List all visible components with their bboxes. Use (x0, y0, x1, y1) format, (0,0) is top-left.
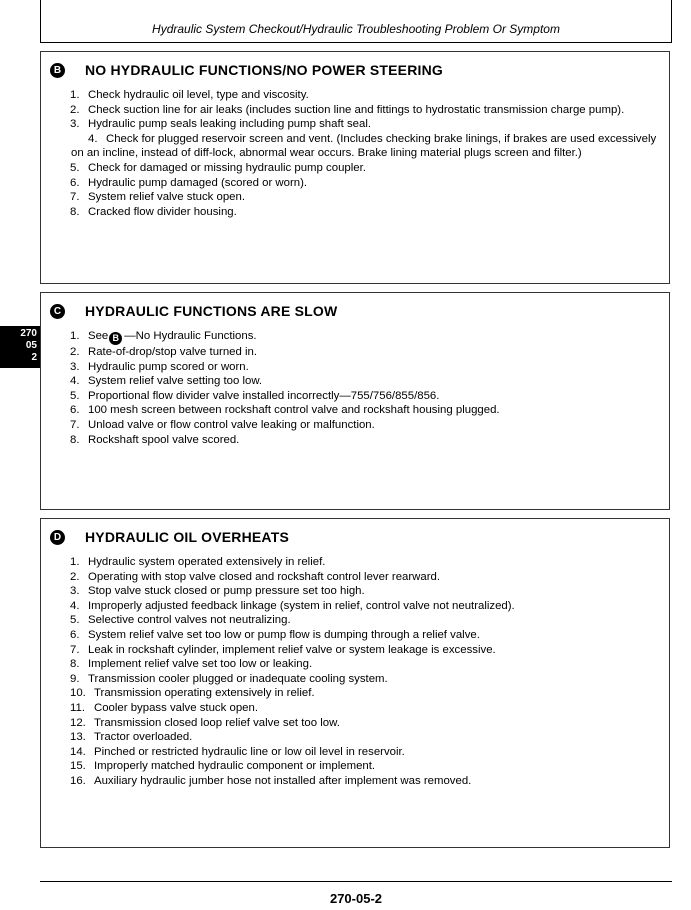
item-text: Operating with stop valve closed and rockshaft control lever rearward. (88, 570, 441, 583)
list-item (41, 759, 671, 774)
item-text: Transmission operating extensively in relief. (94, 687, 315, 700)
list-item (41, 190, 671, 205)
list-item (41, 205, 671, 220)
section-b-title: NO HYDRAULIC FUNCTIONS/NO POWER STEERING (85, 62, 444, 78)
list-item (41, 745, 671, 760)
section-b-reference-badge: B (109, 332, 122, 345)
item-number: 5. (70, 389, 80, 402)
list-item (41, 686, 671, 701)
list-item (41, 730, 671, 745)
list-item (41, 161, 671, 176)
item-text-prefix: See (88, 330, 109, 342)
list-item (41, 433, 671, 448)
item-text: Cooler bypass valve stuck open. (94, 701, 258, 714)
item-text: Improperly matched hydraulic component or implement. (94, 760, 376, 773)
list-item (41, 103, 671, 118)
section-b-badge: B (50, 63, 65, 78)
item-number: 13. (70, 731, 86, 744)
section-c-list (41, 329, 671, 447)
list-item (41, 672, 671, 687)
item-text: Stop valve stuck closed or pump pressure set too high. (88, 585, 365, 598)
section-tab-group: 270 (20, 328, 37, 339)
list-item (41, 360, 671, 375)
section-d-box (40, 518, 670, 848)
item-text: Transmission cooler plugged or inadequate cooling system. (88, 672, 388, 685)
item-number: 8. (70, 433, 80, 446)
item-text: System relief valve stuck open. (88, 191, 246, 204)
item-number: 16. (70, 774, 86, 787)
item-number: 1. (70, 89, 80, 101)
item-text: Transmission closed loop relief valve set too low. (94, 716, 340, 729)
item-text: Leak in rockshaft cylinder, implement relief valve or system leakage is excessive. (88, 643, 496, 656)
list-item (41, 403, 671, 418)
section-d-heading (50, 528, 289, 546)
item-number: 7. (70, 191, 80, 204)
list-item (41, 701, 671, 716)
section-c-badge: C (50, 304, 65, 319)
list-item (41, 329, 671, 345)
item-number: 11. (70, 701, 85, 714)
item-number: 4. (70, 375, 80, 388)
item-text: Hydraulic system operated extensively in relief. (88, 556, 326, 568)
item-number: 10. (70, 687, 86, 700)
item-text: Improperly adjusted feedback linkage (system in relief, control valve not neutralized). (88, 599, 515, 612)
item-number: 4. (88, 132, 98, 145)
item-text: Check for damaged or missing hydraulic pump coupler. (88, 161, 366, 174)
footer-rule (40, 881, 672, 882)
item-number: 6. (70, 404, 80, 417)
list-item (41, 570, 671, 585)
section-b-heading (50, 61, 443, 79)
item-number: 3. (70, 585, 80, 598)
item-number: 15. (70, 760, 86, 773)
list-item (41, 613, 671, 628)
section-tab-group-sub: 05 (25, 340, 37, 351)
item-text: Pinched or restricted hydraulic line or low oil level in reservoir. (94, 745, 405, 758)
item-text: Check suction line for air leaks (includes suction line and fittings to hydrostatic transmission charge pump). (88, 103, 625, 116)
item-number: 6. (70, 176, 80, 189)
list-item (41, 345, 671, 360)
item-text: System relief valve setting too low. (88, 375, 263, 388)
item-text: —No Hydraulic Functions. (124, 330, 257, 342)
item-text: Selective control valves not neutralizing. (88, 614, 291, 627)
item-number: 5. (70, 161, 80, 174)
item-text-line-2: on an incline, instead of diff-lock, abnormal wear occurs. Brake lining material plugs screen and filter.) (71, 147, 582, 160)
item-number: 6. (70, 628, 80, 641)
list-item (41, 716, 671, 731)
header-rule (40, 42, 672, 43)
section-d-list (41, 555, 671, 789)
section-c-heading (50, 302, 337, 320)
item-number: 2. (70, 103, 80, 116)
item-text: Proportional flow divider valve installed incorrectly—755/756/855/856. (88, 389, 440, 402)
list-item (41, 374, 671, 389)
page-header: Hydraulic System Checkout/Hydraulic Troubleshooting Problem Or Symptom (152, 22, 560, 36)
section-b-box (40, 51, 670, 284)
list-item (41, 132, 671, 161)
item-text: Hydraulic pump seals leaking including pump shaft seal. (88, 118, 372, 131)
item-number: 14. (70, 745, 86, 758)
list-item (41, 418, 671, 433)
list-item (41, 176, 671, 191)
item-number: 1. (70, 330, 80, 342)
item-text: Hydraulic pump scored or worn. (88, 360, 249, 373)
list-item (41, 584, 671, 599)
list-item (41, 599, 671, 614)
item-text: Check for plugged reservoir screen and vent. (Includes checking brake linings, if brakes are used excessively (106, 132, 657, 145)
section-tab-page: 2 (31, 352, 37, 363)
list-item (41, 657, 671, 672)
item-number: 2. (70, 346, 80, 358)
item-text: Unload valve or flow control valve leaking or malfunction. (88, 418, 375, 431)
item-number: 2. (70, 570, 80, 583)
item-number: 3. (70, 360, 80, 373)
section-d-title: HYDRAULIC OIL OVERHEATS (85, 529, 289, 545)
item-text: 100 mesh screen between rockshaft control valve and rockshaft housing plugged. (88, 404, 500, 417)
item-text: Rockshaft spool valve scored. (88, 433, 240, 446)
item-number: 7. (70, 418, 80, 431)
item-text: Hydraulic pump damaged (scored or worn). (88, 176, 308, 189)
list-item (41, 555, 671, 570)
item-text: Rate-of-drop/stop valve turned in. (88, 346, 258, 358)
section-tab (0, 326, 40, 368)
item-number: 7. (70, 643, 80, 656)
list-item (41, 88, 671, 103)
section-c-box (40, 292, 670, 510)
item-number: 5. (70, 614, 80, 627)
section-d-badge: D (50, 530, 65, 545)
item-number: 8. (70, 658, 80, 671)
item-text: System relief valve set too low or pump flow is dumping through a relief valve. (88, 628, 480, 641)
item-text-line-1 (71, 132, 671, 147)
section-c-title: HYDRAULIC FUNCTIONS ARE SLOW (85, 303, 338, 319)
item-number: 3. (70, 118, 80, 131)
item-number: 8. (70, 205, 80, 218)
item-text: Cracked flow divider housing. (88, 205, 237, 218)
list-item (41, 117, 671, 132)
list-item (41, 774, 671, 789)
item-number: 12. (70, 716, 86, 729)
item-text: Auxiliary hydraulic jumber hose not installed after implement was removed. (94, 774, 472, 787)
item-text: Tractor overloaded. (94, 731, 193, 744)
item-number: 4. (70, 599, 80, 612)
item-text: Implement relief valve set too low or leaking. (88, 658, 313, 671)
list-item (41, 643, 671, 658)
item-text: Check hydraulic oil level, type and viscosity. (88, 89, 309, 101)
item-number: 1. (70, 556, 80, 568)
list-item (41, 628, 671, 643)
list-item (41, 389, 671, 404)
item-number: 9. (70, 672, 80, 685)
page-number: 270-05-2 (329, 891, 383, 906)
section-b-list (41, 88, 671, 219)
